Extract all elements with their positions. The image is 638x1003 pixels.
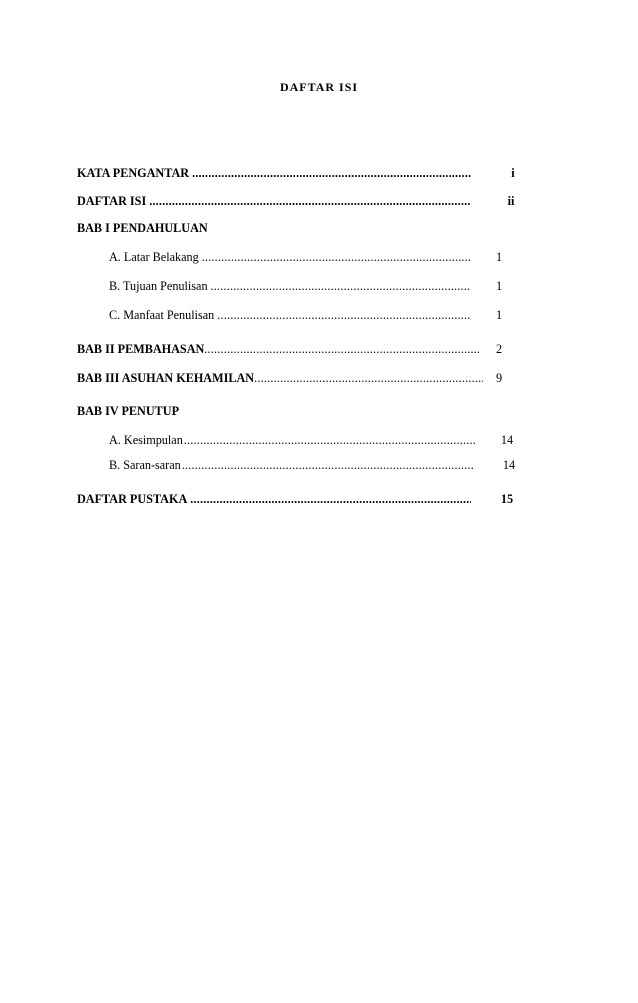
toc-entry-label: C. Manfaat Penulisan [109, 308, 215, 322]
toc-entry-label: KATA PENGANTAR [77, 166, 190, 180]
toc-entry-manfaat-penulisan [109, 308, 472, 322]
toc-entry-page-number: 14 [502, 458, 516, 472]
dot-leader [182, 458, 475, 472]
toc-entry-saran-saran [109, 458, 477, 472]
toc-entry-page-number: 1 [495, 250, 503, 264]
toc-chapter-heading: BAB IV PENUTUP [77, 404, 180, 418]
toc-entry-label: DAFTAR ISI [77, 194, 147, 208]
toc-entry-page-number: 14 [500, 433, 514, 447]
toc-chapter-heading: BAB I PENDAHULUAN [77, 221, 208, 235]
dot-leader [202, 250, 470, 264]
toc-entry-page-number: 15 [500, 492, 514, 506]
toc-entry-label: B. Tujuan Penulisan [109, 279, 208, 293]
toc-entry-page-number: ii [507, 194, 515, 208]
toc-entry-kata-pengantar [77, 166, 473, 180]
toc-entry-daftar-pustaka [77, 492, 473, 506]
toc-entry-page-number: 2 [495, 342, 503, 356]
toc-entry-label: DAFTAR PUSTAKA [77, 492, 188, 506]
dot-leader [149, 194, 471, 208]
dot-leader [254, 371, 483, 385]
toc-entry-label: B. Saran-saran [109, 458, 181, 472]
toc-entry-label: A. Kesimpulan [109, 433, 183, 447]
toc-entry-label: A. Latar Belakang [109, 250, 199, 264]
toc-entry-page-number: i [511, 166, 515, 180]
toc-entry-tujuan-penulisan [109, 279, 472, 293]
toc-entry-bab-ii [77, 342, 481, 356]
toc-entry-latar-belakang [109, 250, 472, 264]
dot-leader [192, 166, 471, 180]
toc-entry-label: BAB II PEMBAHASAN [77, 342, 205, 356]
toc-entry-label: BAB III ASUHAN KEHAMILAN [77, 371, 255, 385]
toc-entry-page-number: 1 [495, 279, 503, 293]
dot-leader [211, 279, 470, 293]
dot-leader [184, 433, 475, 447]
toc-entry-bab-iii [77, 371, 485, 385]
toc-entry-page-number: 1 [495, 308, 503, 322]
toc-entry-daftar-isi [77, 194, 473, 208]
page-title: DAFTAR ISI [279, 80, 359, 94]
dot-leader [217, 308, 470, 322]
toc-entry-kesimpulan [109, 433, 477, 447]
dot-leader [190, 492, 471, 506]
dot-leader [204, 342, 479, 356]
toc-entry-page-number: 9 [495, 371, 503, 385]
